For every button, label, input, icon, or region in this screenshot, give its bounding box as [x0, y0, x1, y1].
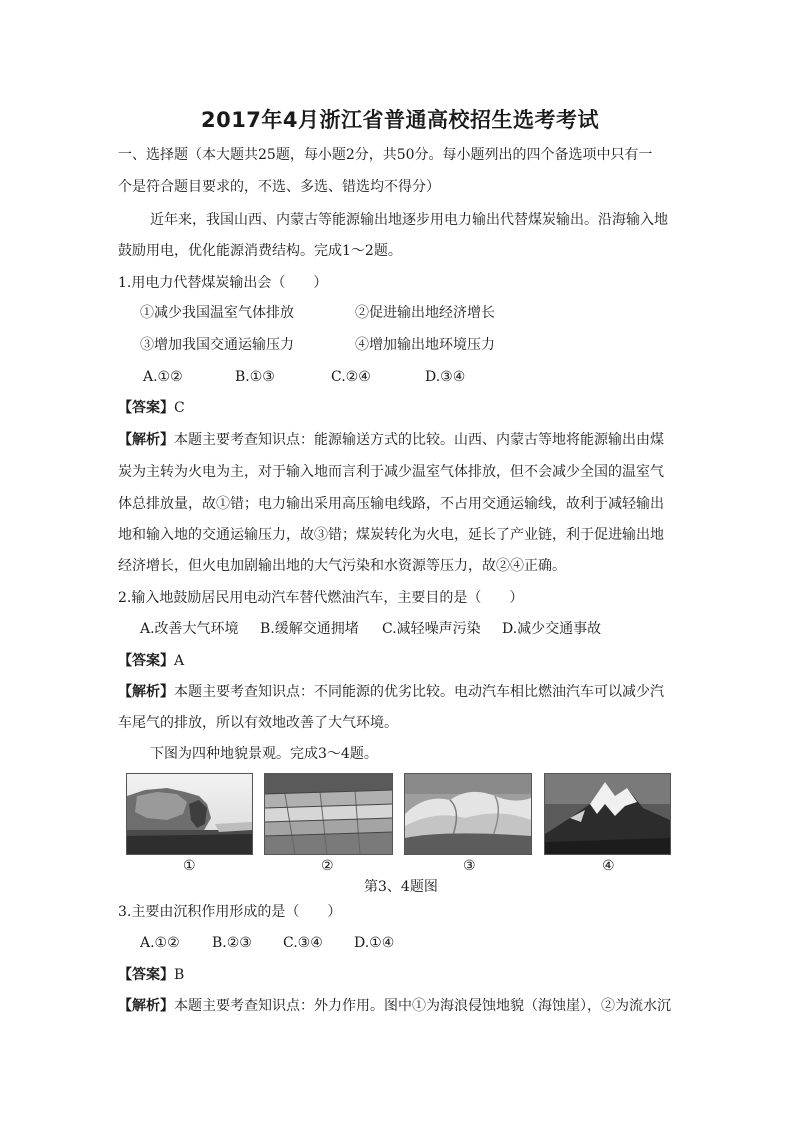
answer-label: 【答案】: [118, 400, 174, 416]
q3-option-a: A.①②: [140, 935, 180, 951]
figure-label-2: ②: [321, 858, 334, 874]
analysis-label: 【解析】: [118, 432, 174, 448]
q1-statement-1: ①减少我国温室气体排放: [140, 305, 294, 321]
q2-answer: [118, 652, 184, 670]
section-header-line-2: 个是符合题目要求的，不选、多选、错选均不得分）: [118, 179, 440, 195]
intro-3-4: 下图为四种地貌景观。完成3～4题。: [150, 746, 378, 762]
q2-option-a: A.改善大气环境: [140, 621, 239, 637]
figure-label-1: ①: [183, 858, 196, 874]
q3-answer: [118, 966, 184, 984]
question-2-stem: 2.输入地鼓励居民用电动汽车替代燃油汽车，主要目的是（ ）: [118, 590, 524, 606]
answer-value: A: [174, 653, 185, 669]
figure-label-3: ③: [463, 858, 476, 874]
answer-value: C: [174, 400, 185, 416]
q3-option-c: C.③④: [283, 935, 323, 951]
intro-1-2-line-2: 鼓励用电，优化能源消费结构。完成1～2题。: [118, 243, 402, 259]
analysis-text: 本题主要考查知识点：能源输送方式的比较。山西、内蒙古等地将能源输出由煤: [174, 432, 664, 448]
question-1-stem: 1.用电力代替煤炭输出会（ ）: [118, 275, 328, 291]
q3-analysis-line-1: [118, 997, 671, 1015]
answer-label: 【答案】: [118, 967, 174, 983]
landform-photo-sea-cliff: [126, 773, 253, 855]
q1-statement-2: ②促进输出地经济增长: [355, 305, 495, 321]
q1-analysis-line-3: 体总排放量，故①错；电力输出采用高压输电线路，不占用交通运输线，故利于减轻输出: [118, 496, 664, 512]
q1-statement-4: ④增加输出地环境压力: [355, 337, 495, 353]
landform-photo-terraces: [264, 773, 393, 855]
q1-analysis-line-1: [118, 431, 664, 449]
analysis-text: 本题主要考查知识点：不同能源的优劣比较。电动汽车相比燃油汽车可以减少汽: [174, 684, 664, 700]
landform-photo-sand-dunes: [404, 773, 532, 855]
q2-analysis-line-2: 车尾气的排放，所以有效地改善了大气环境。: [118, 715, 398, 731]
q1-statement-3: ③增加我国交通运输压力: [140, 337, 294, 353]
analysis-text: 本题主要考查知识点：外力作用。图中①为海浪侵蚀地貌（海蚀崖），②为流水沉: [174, 998, 671, 1014]
exam-title: 2017年4月浙江省普通高校招生选考考试: [200, 108, 600, 132]
q3-option-b: B.②③: [212, 935, 252, 951]
q1-analysis-line-4: 地和输入地的交通运输压力，故③错；煤炭转化为火电，延长了产业链，利于促进输出地: [118, 527, 664, 543]
q2-option-d: D.减少交通事故: [502, 621, 602, 637]
q1-option-b: B.①③: [235, 369, 275, 385]
q2-option-b: B.缓解交通拥堵: [260, 621, 359, 637]
figure-label-4: ④: [602, 858, 615, 874]
q2-option-c: C.减轻噪声污染: [382, 621, 481, 637]
section-header-line-1: 一、选择题（本大题共25题，每小题2分，共50分。每小题列出的四个备选项中只有一: [118, 147, 653, 163]
answer-label: 【答案】: [118, 653, 174, 669]
q1-option-a: A.①②: [143, 369, 183, 385]
q3-option-d: D.①④: [354, 935, 395, 951]
intro-1-2-line-1: 近年来，我国山西、内蒙古等能源输出地逐步用电力输出代替煤炭输出。沿海输入地: [150, 212, 668, 228]
figure-caption: 第3、4题图: [364, 879, 438, 895]
q1-answer: [118, 399, 185, 417]
question-3-stem: 3.主要由沉积作用形成的是（ ）: [118, 904, 342, 920]
q1-analysis-line-5: 经济增长，但火电加剧输出地的大气污染和水资源等压力，故②④正确。: [118, 558, 566, 574]
q2-analysis-line-1: [118, 683, 664, 701]
q1-analysis-line-2: 炭为主转为火电为主，对于输入地而言利于减少温室气体排放，但不会减少全国的温室气: [118, 464, 664, 480]
landform-photo-glacial-peak: [544, 773, 671, 855]
q1-option-d: D.③④: [425, 369, 466, 385]
analysis-label: 【解析】: [118, 684, 174, 700]
answer-value: B: [174, 967, 185, 983]
analysis-label: 【解析】: [118, 998, 174, 1014]
q1-option-c: C.②④: [331, 369, 371, 385]
